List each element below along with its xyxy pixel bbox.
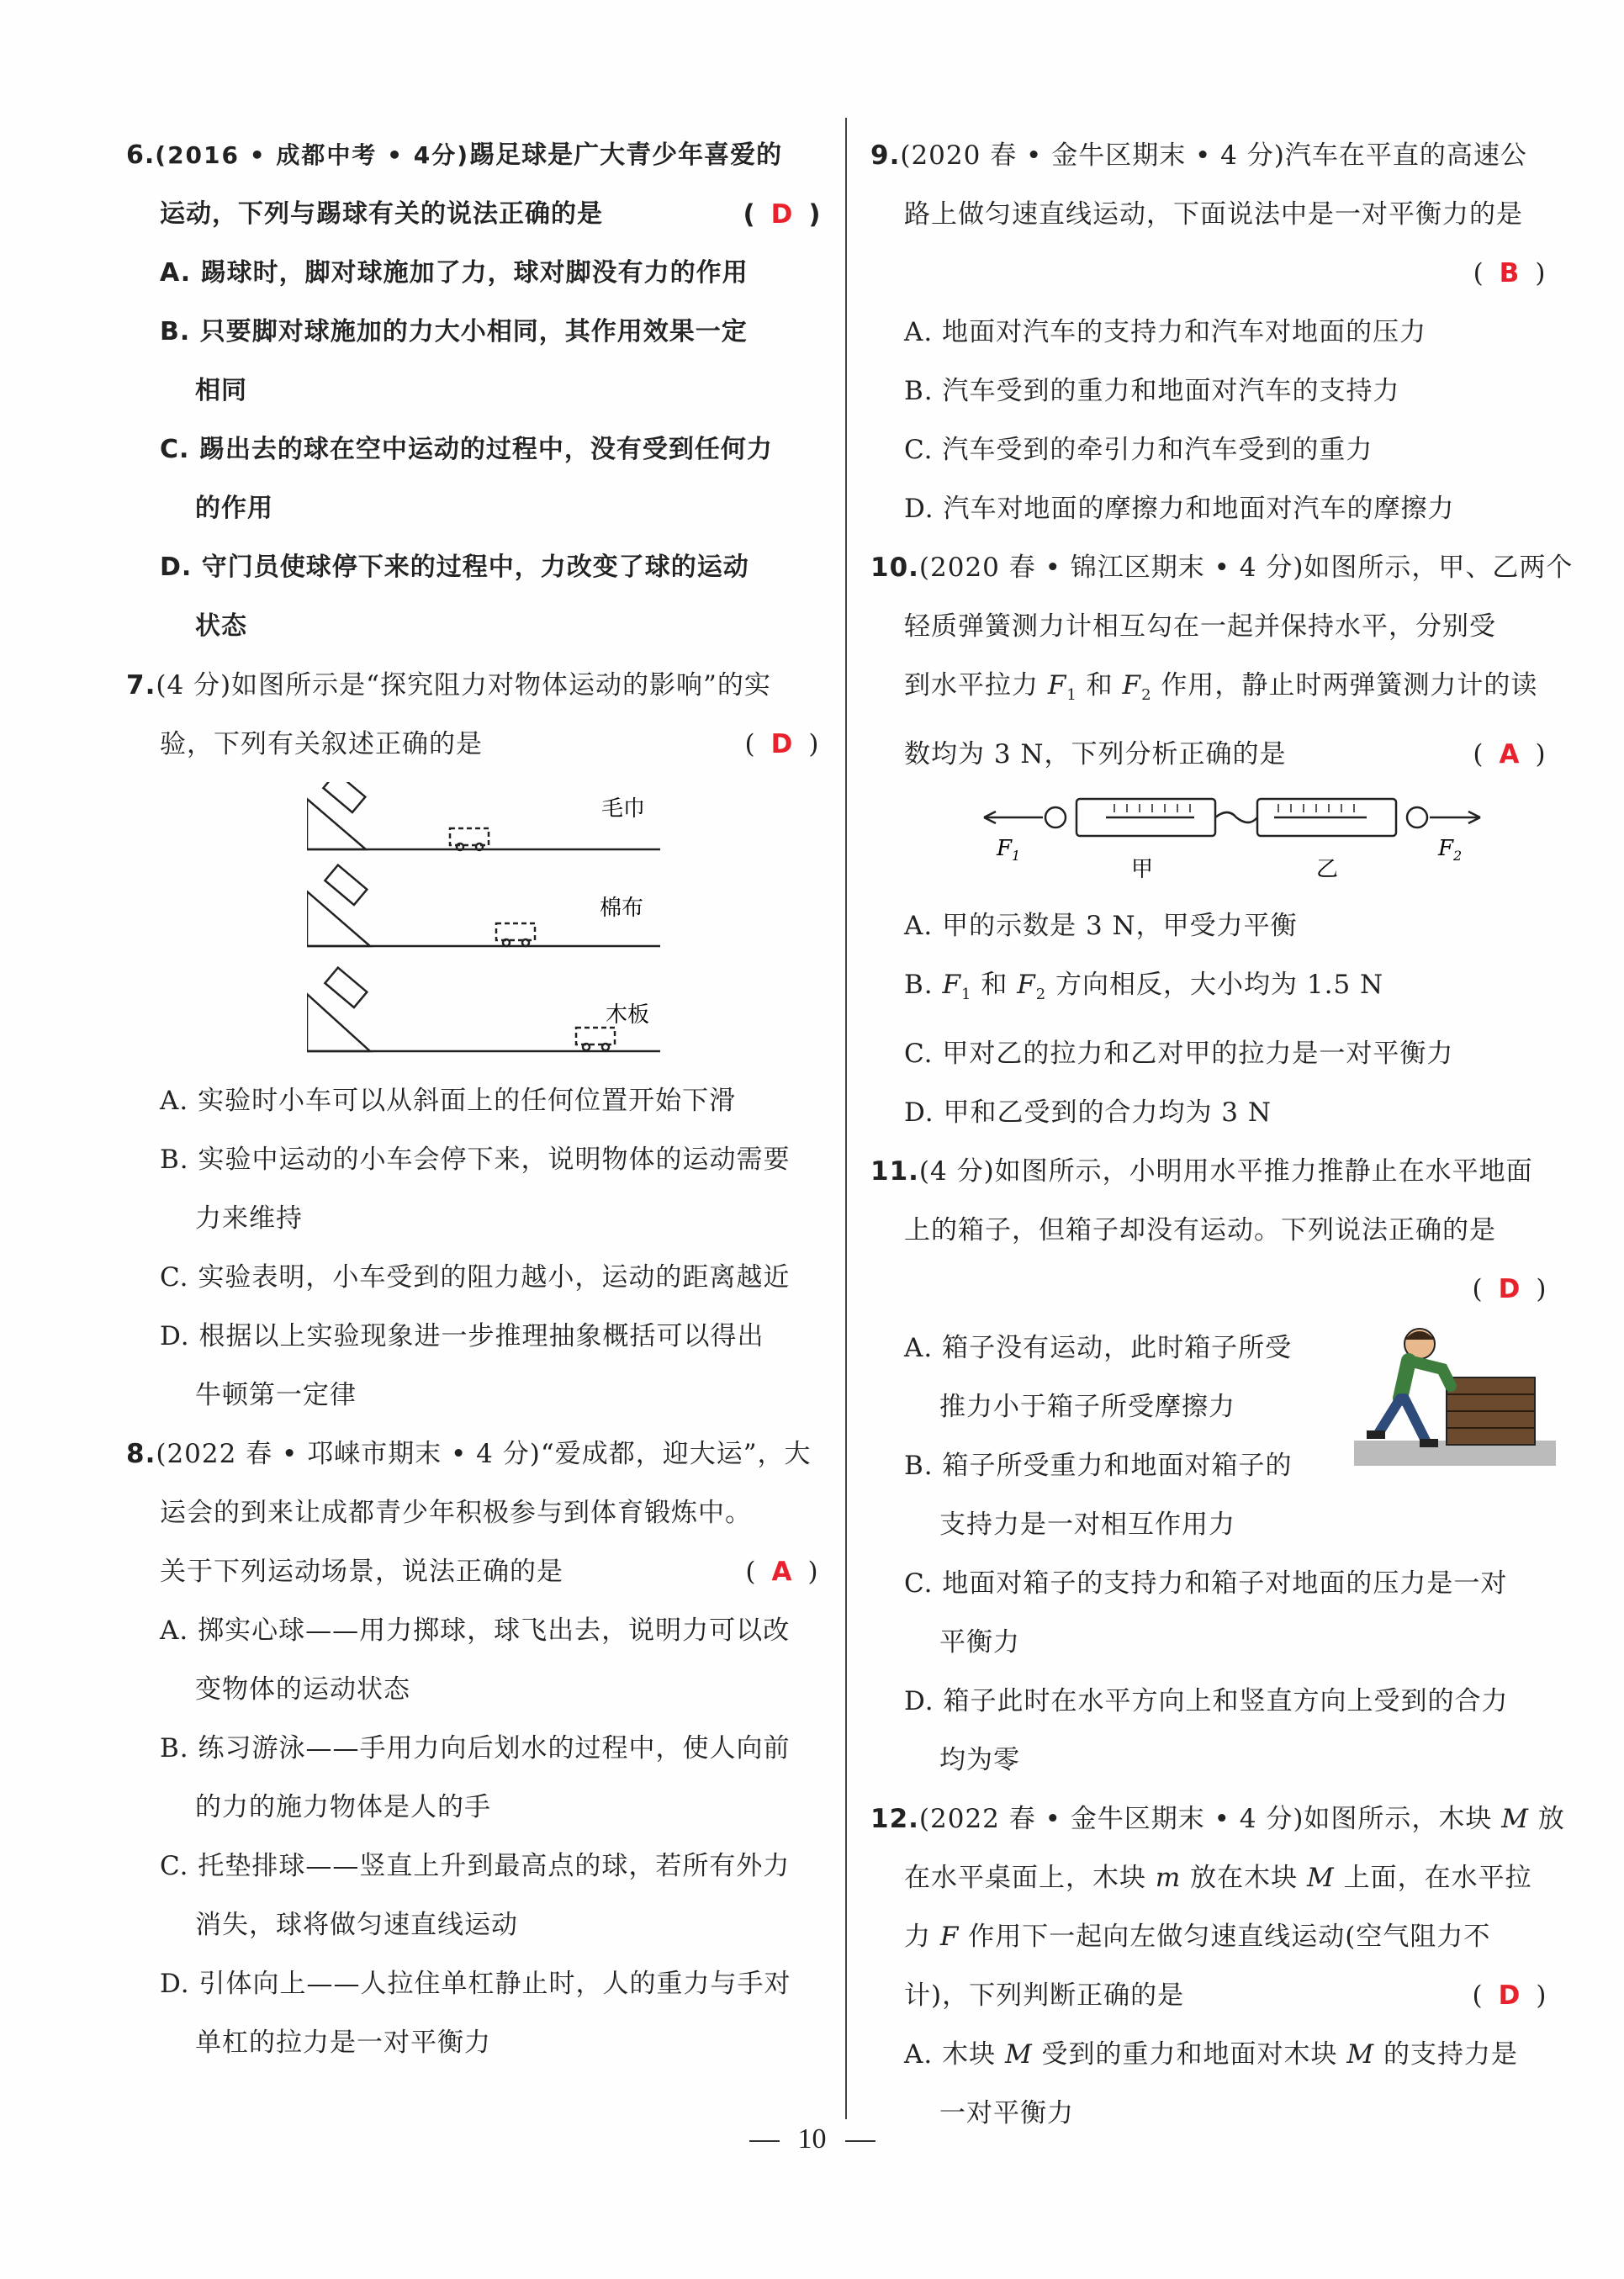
question-text: (4 分)如图所示，小明用水平推力推静止在水平地面 [918,1156,1533,1187]
var-m-lower: m [1155,1863,1182,1894]
left-column [126,126,833,2072]
var-m-upper: M [1306,1863,1335,1894]
force-f1: F [1047,670,1067,701]
question-number: 8. [126,1439,156,1469]
question-text [870,1848,1560,1907]
option-d-cont: 状态 [195,611,247,641]
option-c: C. 实验表明，小车受到的阻力越小，运动的距离越近 [160,1262,791,1293]
text-part: 和 [1076,670,1123,701]
answer-bracket: ( D ) [1472,1980,1547,2012]
option-b: B. 只要脚对球施加的力大小相同，其作用效果一定 [160,317,748,346]
option-b-cont: 力来维持 [195,1203,303,1234]
question-text: (2020 春 • 金牛区期末 • 4 分)汽车在平直的高速公 [900,140,1527,171]
label-f1-letter: F [997,836,1013,862]
option-a-cont: 变物体的运动状态 [195,1674,410,1705]
answer-value: B [1499,258,1521,288]
var-f: F [939,1922,960,1953]
option-a: A. 掷实心球——用力掷球，球飞出去，说明力可以改 [160,1615,791,1646]
text-part: (2022 春 • 金牛区期末 • 4 分)如图所示，木块 [918,1804,1502,1835]
text-part: 到水平拉力 [904,670,1048,701]
option-b-cont: 的力的施力物体是人的手 [195,1792,491,1822]
question-number: 12. [870,1804,919,1835]
option-b-cont: 支持力是一对相互作用力 [939,1510,1235,1541]
question-source: (2016 • 成都中考 • 4分) [155,141,470,169]
incline-experiment-figure [126,782,833,1063]
question-text: (2020 春 • 锦江区期末 • 4 分)如图所示，甲、乙两个 [918,553,1574,583]
text-part: 受到的重力和地面对木块 [1032,2039,1347,2070]
page-footer [0,2123,1624,2155]
answer-bracket: ( D ) [744,729,820,759]
option-d-cont: 牛顿第一定律 [195,1380,357,1410]
option-c-cont: 平衡力 [939,1627,1020,1658]
label-wood: 木板 [606,1002,650,1028]
question-text: 轻质弹簧测力计相互勾在一起并保持水平，分别受 [904,611,1496,642]
option-c: C. 汽车受到的牵引力和汽车受到的重力 [904,435,1373,465]
question-text: 关于下列运动场景，说法正确的是 [160,1557,563,1587]
option-a: A. 地面对汽车的支持力和汽车对地面的压力 [904,317,1427,347]
option-c: C. 甲对乙的拉力和乙对甲的拉力是一对平衡力 [904,1039,1454,1070]
answer-bracket: ( A ) [1473,739,1547,770]
option-b: B. 汽车受到的重力和地面对汽车的支持力 [904,376,1400,406]
answer-value: A [1499,739,1521,770]
option-b-cont: 相同 [195,376,247,405]
text-part: 放在木块 [1181,1863,1307,1894]
option-d: D. 汽车对地面的摩擦力和地面对汽车的摩擦力 [904,494,1455,524]
label-jia: 甲 [1131,857,1154,883]
answer-bracket: ( A ) [745,1557,819,1587]
force-f2: F [1122,670,1142,701]
answer-value: D [1498,1980,1521,2012]
question-text-forces [870,656,1560,725]
text-part: 在水平桌面上，木块 [904,1863,1156,1894]
question-text: 踢足球是广大青少年喜爱的 [469,140,783,170]
option-c: C. 托垫排球——竖直上升到最高点的球，若所有外力 [160,1851,791,1881]
question-number: 7. [126,670,156,701]
question-text: 路上做匀速直线运动，下面说法中是一对平衡力的是 [904,199,1523,230]
text-part: 放 [1529,1804,1565,1835]
label-f1 [996,836,1020,864]
right-column [870,126,1574,2143]
question-7 [126,656,833,1425]
force-f2: F [1017,970,1036,1001]
label-f1-sub: 1 [1012,848,1021,865]
text-part: 作用，静止时两弹簧测力计的读 [1151,670,1538,701]
option-d-cont: 均为零 [939,1745,1020,1776]
option-a: A. 实验时小车可以从斜面上的任何位置开始下滑 [160,1086,737,1116]
question-text: 上的箱子，但箱子却没有运动。下列说法正确的是 [904,1215,1496,1246]
option-d: D. 根据以上实验现象进一步推理抽象概括可以得出 [160,1321,764,1351]
answer-value: D [770,199,794,230]
option-b [870,955,1560,1024]
answer-value: D [1498,1274,1521,1305]
text-part: 上面，在水平拉 [1334,1863,1532,1894]
option-d: D. 引体向上——人拉住单杠静止时，人的重力与手对 [160,1969,791,1999]
boy-pushing-box-illustration [1354,1323,1556,1474]
question-text: 计)，下列判断正确的是 [904,1980,1185,2012]
option-a: A. 箱子没有运动，此时箱子所受 [904,1333,1293,1364]
option-b: B. 实验中运动的小车会停下来，说明物体的运动需要 [160,1145,791,1175]
question-text: (2022 春 • 邛崃市期末 • 4 分)“爱成都，迎大运”，大 [156,1439,812,1469]
option-b: B. 箱子所受重力和地面对箱子的 [904,1451,1293,1482]
subscript: 2 [1141,686,1152,705]
label-cotton: 棉布 [600,896,644,921]
question-12 [870,1790,1565,2143]
option-a-cont: 一对平衡力 [939,2098,1074,2129]
text-part: B. [904,970,943,1001]
question-9 [870,126,1560,538]
answer-bracket: ( B ) [1473,258,1547,288]
page-number: 10 [797,2123,827,2155]
option-d: D. 守门员使球停下来的过程中，力改变了球的运动 [160,553,749,582]
answer-bracket: ( D ) [743,199,822,230]
text-part: 力 [904,1922,940,1953]
question-text: 运动，下列与踢球有关的说法正确的是 [160,199,603,229]
question-number: 6. [126,140,156,170]
answer-value: D [770,729,794,759]
option-c: C. 地面对箱子的支持力和箱子对地面的压力是一对 [904,1568,1508,1600]
question-number: 10. [870,553,919,583]
question-10 [870,538,1574,1142]
label-f2 [1437,836,1462,864]
column-divider [845,118,847,2119]
label-towel: 毛巾 [601,796,646,822]
spring-scale-figure [870,792,1560,888]
question-text: 数均为 3 N，下列分析正确的是 [904,739,1287,770]
label-f2-letter: F [1438,836,1454,862]
question-number: 11. [870,1156,919,1187]
var-m-upper: M [1501,1804,1530,1835]
option-d: D. 甲和乙受到的合力均为 3 N [904,1097,1272,1129]
question-text: 运会的到来让成都青少年积极参与到体育锻炼中。 [160,1498,752,1528]
text-part: A. 木块 [904,2039,1005,2070]
question-6 [126,126,833,656]
option-c: C. 踢出去的球在空中运动的过程中，没有受到任何力 [160,435,773,464]
spring-scale-diagram [980,792,1484,885]
text-part: 和 [971,970,1018,1001]
answer-bracket: ( D ) [1472,1274,1547,1305]
text-part: 作用下一起向左做匀速直线运动(空气阻力不 [959,1922,1491,1953]
option-c-cont: 的作用 [195,494,273,523]
var-m-upper: M [1004,2039,1033,2070]
option-a: A. 甲的示数是 3 N，甲受力平衡 [904,911,1298,942]
label-yi: 乙 [1316,857,1339,883]
option-d: D. 箱子此时在水平方向上和竖直方向上受到的合力 [904,1686,1509,1717]
option-a-cont: 推力小于箱子所受摩擦力 [939,1392,1235,1423]
option-c-cont: 消失，球将做匀速直线运动 [195,1910,518,1940]
label-f2-sub: 2 [1453,848,1463,865]
question-text [870,1907,1560,1966]
option-a [870,2025,1560,2084]
footer-dash-left [749,2140,780,2142]
subscript: 1 [961,986,972,1004]
question-number: 9. [870,140,901,171]
text-part: 的支持力是 [1374,2039,1519,2070]
text-part: 方向相反，大小均为 1.5 N [1046,970,1384,1001]
incline-diagram [307,782,685,1060]
answer-value: A [771,1557,793,1587]
question-11 [870,1142,1560,1790]
option-b: B. 练习游泳——手用力向后划水的过程中，使人向前 [160,1733,791,1763]
subscript: 1 [1066,686,1077,705]
footer-dash-right [845,2140,875,2142]
subscript: 2 [1035,986,1047,1004]
force-f1: F [942,970,962,1001]
question-8 [126,1425,833,2072]
var-m-upper: M [1346,2039,1375,2070]
question-text: 验，下列有关叙述正确的是 [160,729,483,759]
question-text: (4 分)如图所示是“探究阻力对物体运动的影响”的实 [156,670,771,701]
option-d-cont: 单杠的拉力是一对平衡力 [195,2028,491,2058]
option-a: A. 踢球时，脚对球施加了力，球对脚没有力的作用 [160,258,749,288]
